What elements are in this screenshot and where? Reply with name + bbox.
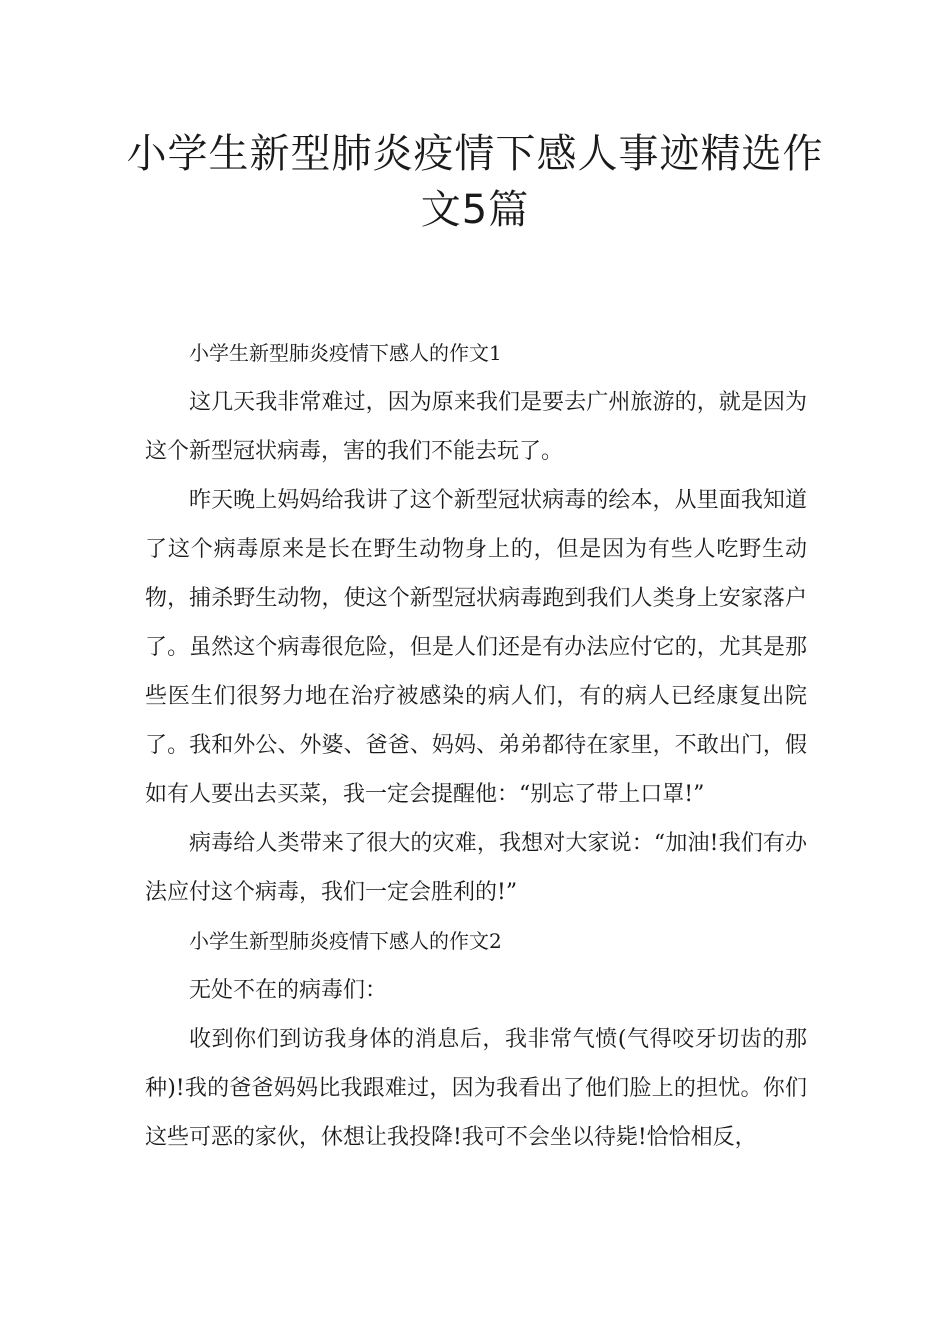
essay-2-heading: 小学生新型肺炎疫情下感人的作文2 xyxy=(189,929,502,953)
paragraph: 病毒给人类带来了很大的灾难，我想对大家说：“加油!我们有办法应付这个病毒，我们一定会胜利的!” xyxy=(145,831,807,905)
paragraph: 收到你们到访我身体的消息后，我非常气愤(气得咬牙切齿的那种)!我的爸爸妈妈比我跟难过，因为我看出了他们脸上的担忧。你们这些可恶的家伙，休想让我投降!我可不会坐以待毙!恰恰相反， xyxy=(145,1027,807,1150)
essay-1-heading: 小学生新型肺炎疫情下感人的作文1 xyxy=(189,341,502,365)
title-line-2: 文5篇 xyxy=(420,187,530,233)
paragraph: 昨天晚上妈妈给我讲了这个新型冠状病毒的绘本，从里面我知道了这个病毒原来是长在野生动物身上的，但是因为有些人吃野生动物，捕杀野生动物，使这个新型冠状病毒跑到我们人类身上安家落户了。虽然这个病毒很危险，但是人们还是有办法应付它的，尤其是那些医生们很努力地在治疗被感染的病人们，有的病人已经康复出院了。我和外公、外婆、爸爸、妈妈、弟弟都待在家里，不敢出门，假如有人要出去买菜，我一定会提醒他：“别忘了带上口罩!” xyxy=(145,488,807,807)
paragraph: 这几天我非常难过，因为原来我们是要去广州旅游的，就是因为这个新型冠状病毒，害的我们不能去玩了。 xyxy=(145,390,807,464)
paragraph: 无处不在的病毒们： xyxy=(189,978,388,1003)
document-body xyxy=(145,329,807,1162)
document-title xyxy=(120,126,830,238)
title-line-1: 小学生新型肺炎疫情下感人事迹精选作 xyxy=(126,131,824,177)
